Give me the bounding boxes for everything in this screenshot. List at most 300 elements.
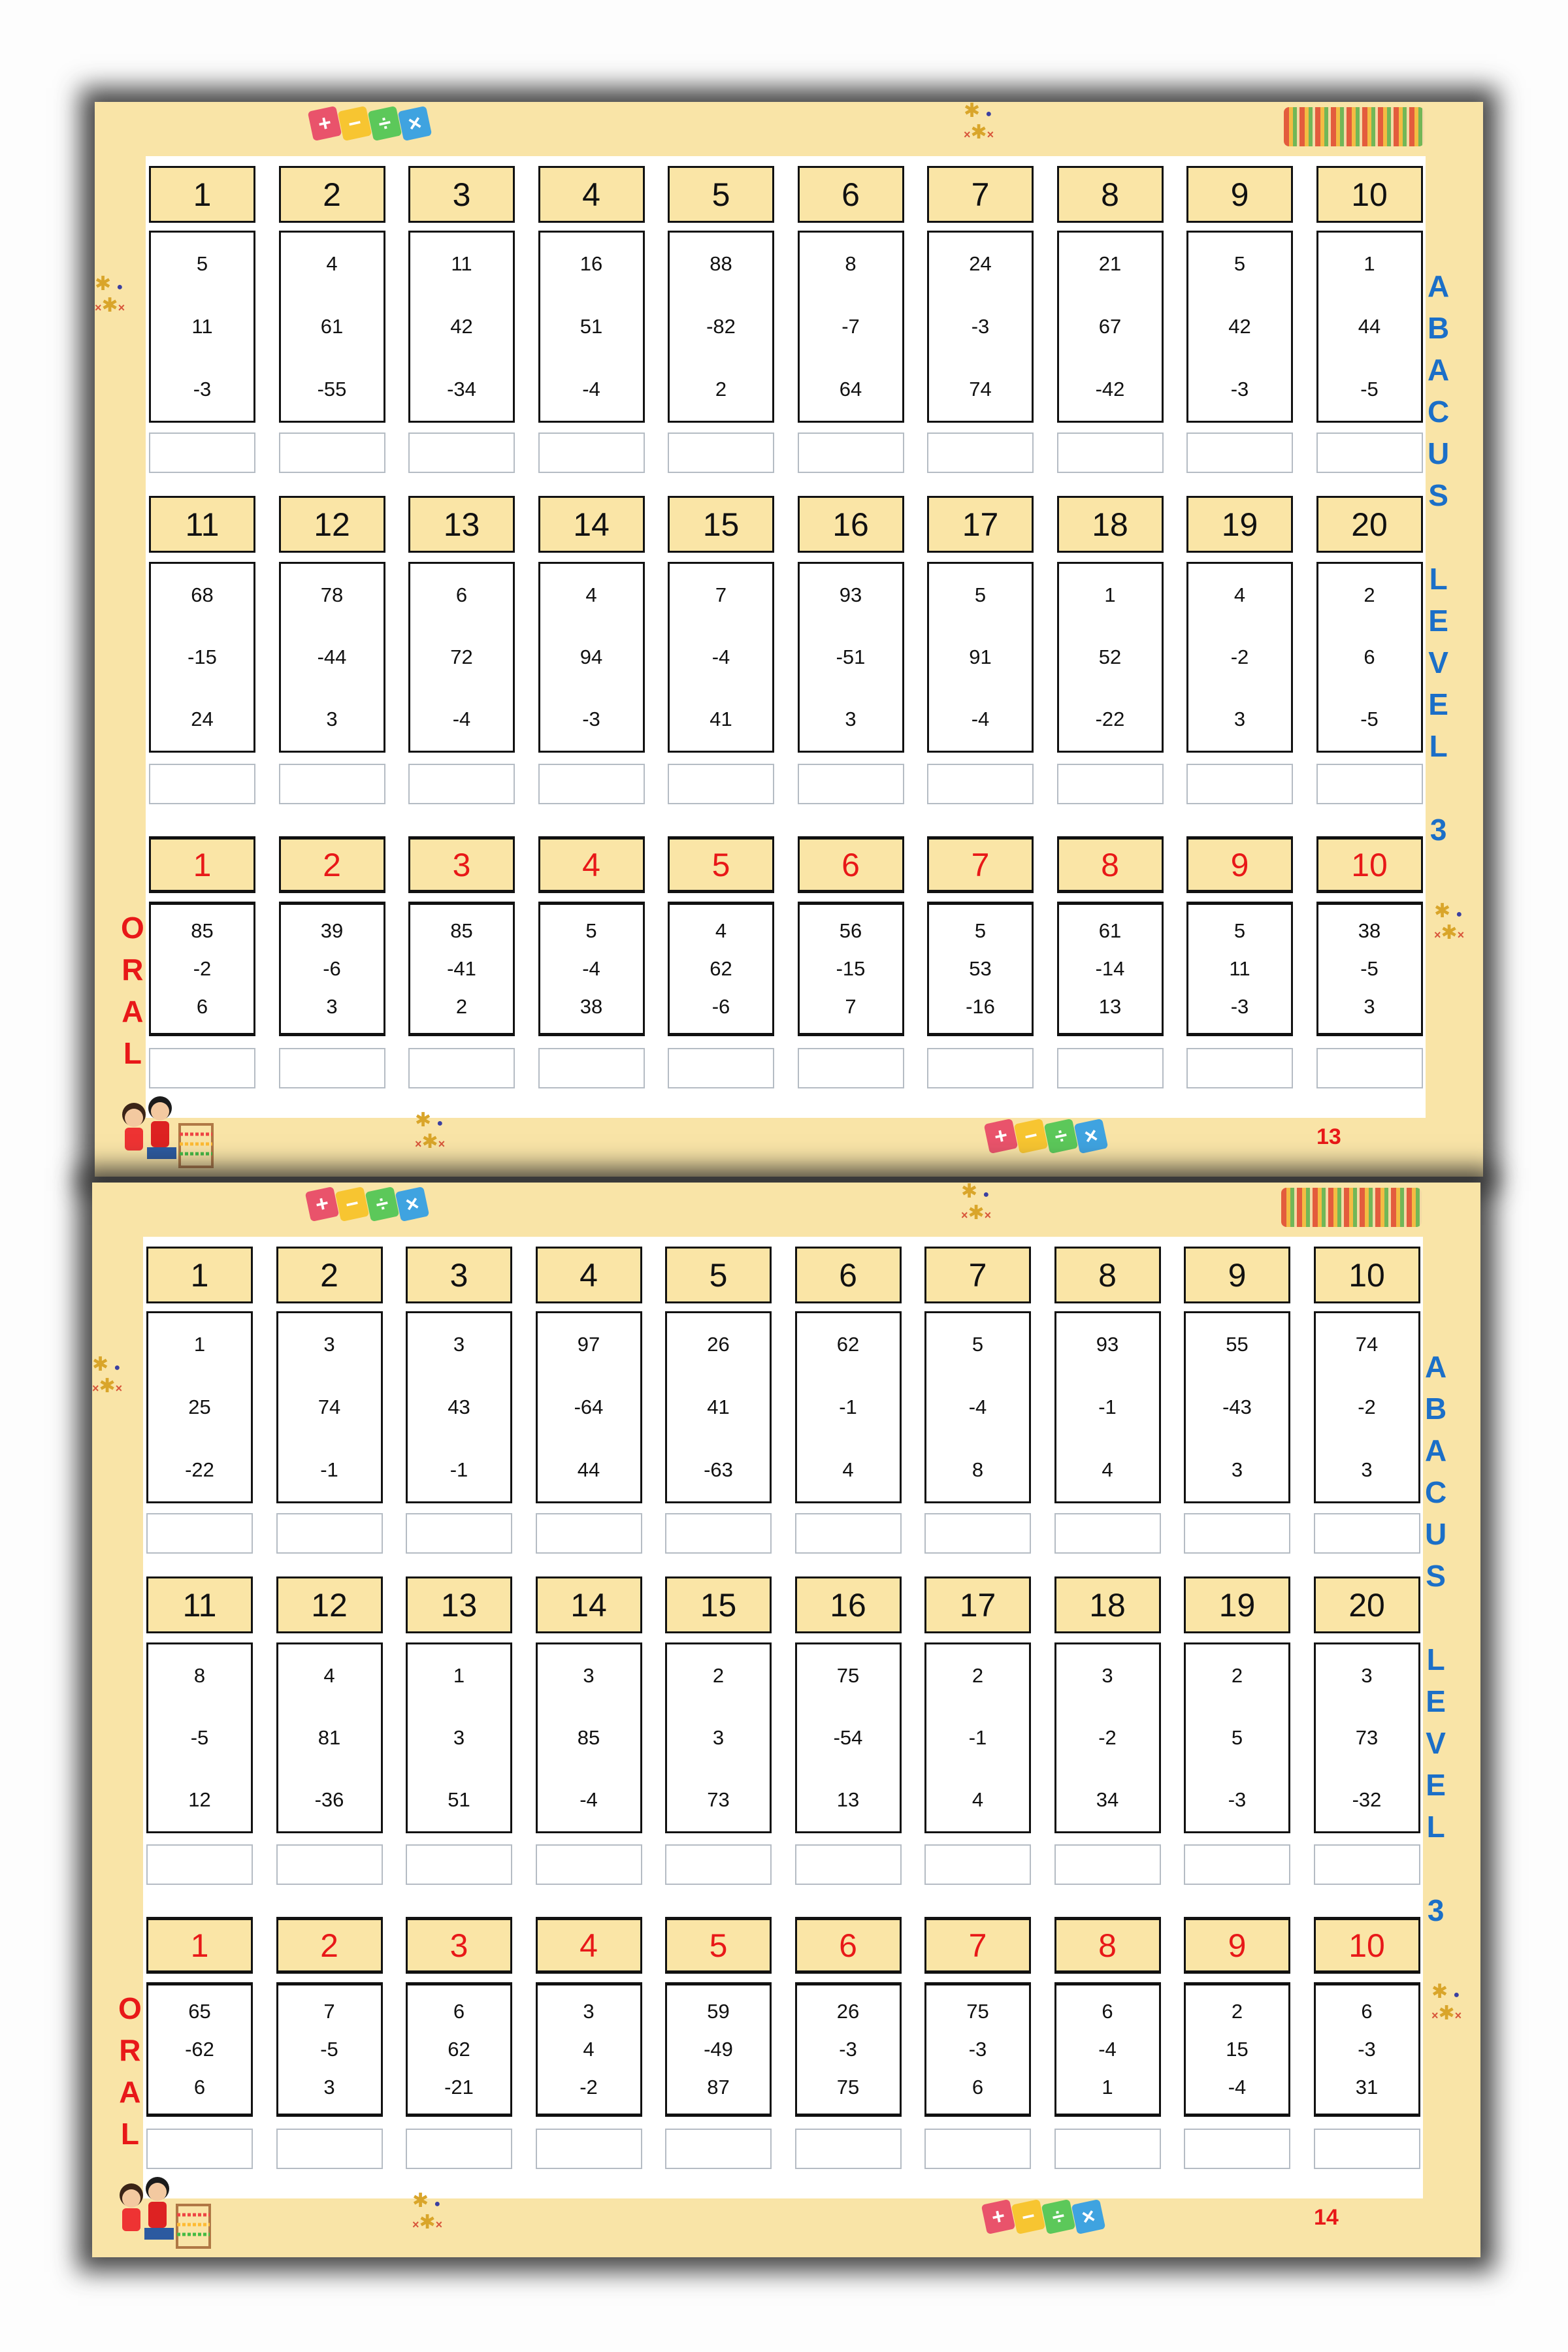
oral-value: 4	[715, 919, 727, 942]
operator-icon: −	[338, 106, 372, 141]
page-number: 13	[1316, 1124, 1341, 1149]
operator-icon: ×	[1071, 2199, 1106, 2234]
oral-numbers-box	[149, 902, 255, 1036]
problem-value: 52	[1098, 645, 1122, 668]
problem-numbers-box	[927, 562, 1034, 753]
oral-numbers-box	[538, 902, 645, 1036]
answer-box	[1186, 433, 1293, 473]
oral-value: -3	[1358, 2038, 1376, 2061]
problem-value: -36	[314, 1788, 344, 1812]
oral-problem-number: 3	[408, 836, 515, 893]
problem-value: -4	[452, 708, 471, 731]
operator-icon: ÷	[1044, 1119, 1079, 1154]
problem-value: 6	[455, 583, 468, 606]
problem-value: 16	[580, 252, 603, 275]
problem-numbers-box	[927, 231, 1034, 423]
oral-value: 5	[974, 919, 987, 942]
problem-value: 5	[196, 252, 208, 275]
oral-value: 3	[1364, 995, 1375, 1018]
oral-value: 56	[839, 919, 862, 942]
oral-problem-number: 2	[276, 1917, 383, 1974]
problem-numbers-box	[538, 562, 645, 753]
oral-value: 7	[323, 2000, 335, 2023]
oral-problem-number: 5	[665, 1917, 772, 1974]
problem-numbers-box	[795, 1642, 902, 1833]
side-letter: 3	[1429, 813, 1447, 847]
problem-value: 4	[326, 252, 338, 275]
problem-number: 16	[798, 496, 904, 553]
operator-icon: ×	[1074, 1119, 1109, 1154]
oral-answer-box	[279, 1048, 385, 1088]
answer-box	[146, 1513, 253, 1554]
problem-value: 12	[188, 1788, 211, 1812]
problem-value: 67	[1098, 315, 1122, 338]
answer-box	[924, 1513, 1031, 1554]
problem-value: 41	[710, 708, 732, 731]
problem-value: 3	[453, 1725, 465, 1749]
oral-numbers-box	[924, 1982, 1031, 2117]
sparkle-icon: ✱ ● ×✱×	[415, 1109, 446, 1152]
problem-numbers-box	[1054, 1642, 1161, 1833]
problem-number: 12	[276, 1576, 383, 1633]
problem-value: -43	[1222, 1396, 1252, 1418]
problem-value: -1	[839, 1396, 857, 1418]
problem-number: 13	[406, 1576, 512, 1633]
oral-letter: O	[121, 911, 144, 945]
problem-number: 18	[1057, 496, 1164, 553]
answer-box	[798, 764, 904, 804]
answer-box	[1054, 1844, 1161, 1885]
problem-number: 17	[927, 496, 1034, 553]
oral-answer-box	[668, 1048, 774, 1088]
problem-value: -5	[1360, 708, 1379, 731]
kids-with-abacus-icon	[108, 1092, 219, 1170]
problem-value: 74	[318, 1396, 341, 1418]
oral-value: 6	[193, 2076, 206, 2099]
answer-box	[1184, 1513, 1290, 1554]
problem-value: -3	[1230, 378, 1249, 400]
oral-numbers-box	[276, 1982, 383, 2117]
oral-value: 31	[1355, 2076, 1379, 2099]
problem-numbers-box	[798, 562, 904, 753]
problem-number: 15	[668, 496, 774, 553]
problem-value: 24	[191, 708, 214, 731]
answer-box	[1057, 764, 1164, 804]
problem-value: 6	[1364, 645, 1375, 668]
oral-value: -6	[711, 995, 730, 1018]
problem-value: 1	[193, 1333, 206, 1356]
answer-box	[1186, 764, 1293, 804]
oral-answer-box	[1314, 2129, 1420, 2169]
problem-value: -22	[1095, 708, 1125, 731]
problem-value: -5	[1360, 378, 1379, 400]
answer-box	[408, 764, 515, 804]
answer-box	[1184, 1844, 1290, 1885]
problem-numbers-box	[924, 1311, 1031, 1503]
oral-value: -4	[582, 957, 600, 980]
problem-value: 2	[712, 1663, 725, 1687]
oral-numbers-box	[795, 1982, 902, 2117]
math-operators-icon-bottom	[987, 1121, 1105, 1151]
oral-problem-number: 2	[279, 836, 385, 893]
oral-answer-box	[1186, 1048, 1293, 1088]
operator-icon: +	[984, 1119, 1019, 1154]
problem-value: -42	[1095, 378, 1125, 400]
problem-numbers-box	[1186, 562, 1293, 753]
oral-numbers-box	[1314, 1982, 1420, 2117]
oral-value: -15	[836, 957, 866, 980]
oral-numbers-box	[1057, 902, 1164, 1036]
problem-value: 7	[715, 583, 727, 606]
problem-value: 3	[1231, 1458, 1243, 1481]
operator-icon: +	[308, 106, 342, 141]
abacus-level-label	[1428, 265, 1449, 851]
problem-value: 74	[1355, 1333, 1379, 1356]
problem-number: 12	[279, 496, 385, 553]
sparkle-icon: ✱ ● ×✱×	[412, 2190, 443, 2233]
oral-problem-number: 7	[924, 1917, 1031, 1974]
math-operators-icon-top	[308, 1189, 427, 1219]
oral-problem-number: 9	[1186, 836, 1293, 893]
side-letter: C	[1425, 1475, 1447, 1509]
problem-value: 1	[1104, 583, 1116, 606]
problem-value: 51	[580, 315, 603, 338]
answer-box	[538, 764, 645, 804]
oral-value: 85	[191, 919, 214, 942]
problem-number: 5	[665, 1247, 772, 1303]
oral-numbers-box	[798, 902, 904, 1036]
oral-value: 15	[1226, 2038, 1249, 2061]
oral-value: 53	[969, 957, 992, 980]
problem-number: 8	[1057, 166, 1164, 223]
oral-problem-number: 9	[1184, 1917, 1290, 1974]
answer-box	[668, 433, 774, 473]
side-letter: U	[1428, 436, 1450, 470]
oral-value: -2	[580, 2076, 598, 2099]
answer-box	[1314, 1844, 1420, 1885]
problem-numbers-box	[1057, 562, 1164, 753]
oral-problem-number: 5	[668, 836, 774, 893]
oral-value: -49	[704, 2038, 733, 2061]
problem-value: 1	[1364, 252, 1375, 275]
problem-number: 4	[538, 166, 645, 223]
side-letter: S	[1426, 1559, 1446, 1593]
problem-number: 17	[924, 1576, 1031, 1633]
worksheet-area	[143, 1237, 1423, 2198]
problem-number: 1	[146, 1247, 253, 1303]
oral-value: -62	[185, 2038, 214, 2061]
oral-numbers-box	[1054, 1982, 1161, 2117]
problem-numbers-box	[668, 231, 774, 423]
problem-value: 25	[188, 1396, 211, 1418]
problem-number: 9	[1184, 1247, 1290, 1303]
oral-numbers-box	[1186, 902, 1293, 1036]
operator-icon: +	[305, 1186, 340, 1222]
oral-value: -6	[323, 957, 341, 980]
problem-numbers-box	[795, 1311, 902, 1503]
answer-box	[276, 1513, 383, 1554]
problem-number: 8	[1054, 1247, 1161, 1303]
problem-value: 74	[969, 378, 992, 400]
oral-answer-box	[795, 2129, 902, 2169]
answer-box	[1054, 1513, 1161, 1554]
problem-value: 93	[1096, 1333, 1119, 1356]
problem-value: 3	[1361, 1458, 1373, 1481]
answer-box	[927, 764, 1034, 804]
problem-numbers-box	[408, 231, 515, 423]
operator-icon: ×	[395, 1186, 430, 1222]
answer-box	[798, 433, 904, 473]
problem-value: 4	[842, 1458, 854, 1481]
oral-letter: A	[122, 994, 144, 1028]
side-letter: E	[1426, 1684, 1446, 1718]
operator-icon: −	[335, 1186, 370, 1222]
answer-box	[538, 433, 645, 473]
oral-letter: L	[123, 1036, 142, 1070]
problem-value: 13	[836, 1788, 860, 1812]
sparkle-icon: ✱ ● ×✱×	[964, 100, 994, 143]
problem-number: 16	[795, 1576, 902, 1633]
oral-value: -5	[1360, 957, 1379, 980]
side-letter: A	[1425, 1433, 1447, 1467]
answer-box	[279, 433, 385, 473]
problem-value: 3	[712, 1725, 725, 1749]
oral-problem-number: 4	[536, 1917, 642, 1974]
answer-box	[536, 1513, 642, 1554]
problem-value: -4	[971, 708, 990, 731]
abacus-icon	[1284, 107, 1424, 146]
operator-icon: ÷	[1041, 2199, 1076, 2234]
problem-number: 14	[536, 1576, 642, 1633]
problem-value: -1	[968, 1725, 987, 1749]
problem-value: -4	[580, 1788, 598, 1812]
problem-number: 11	[146, 1576, 253, 1633]
oral-answer-box	[1184, 2129, 1290, 2169]
oral-value: 38	[580, 995, 603, 1018]
problem-value: -3	[1228, 1788, 1247, 1812]
oral-answer-box	[1057, 1048, 1164, 1088]
problem-value: 5	[974, 583, 987, 606]
problem-value: 26	[707, 1333, 730, 1356]
problem-number: 6	[795, 1247, 902, 1303]
side-letter: L	[1426, 1810, 1445, 1844]
problem-value: -4	[968, 1396, 987, 1418]
side-letter: V	[1428, 645, 1448, 679]
oral-problem-number: 6	[798, 836, 904, 893]
problem-numbers-box	[408, 562, 515, 753]
answer-box	[279, 764, 385, 804]
oral-answer-box	[146, 2129, 253, 2169]
problem-numbers-box	[665, 1642, 772, 1833]
answer-box	[927, 433, 1034, 473]
oral-value: 6	[972, 2076, 984, 2099]
problem-value: -3	[582, 708, 600, 731]
problem-number: 13	[408, 496, 515, 553]
operator-icon: −	[1011, 2199, 1046, 2234]
oral-value: 75	[836, 2076, 860, 2099]
problem-value: -64	[574, 1396, 604, 1418]
problem-value: -51	[836, 645, 866, 668]
math-operators-icon-bottom	[984, 2202, 1103, 2232]
oral-value: 11	[1229, 957, 1250, 980]
oral-problem-number: 8	[1054, 1917, 1161, 1974]
oral-value: 62	[448, 2038, 470, 2061]
oral-answer-box	[149, 1048, 255, 1088]
sparkle-icon: ✱ ● ×✱×	[92, 1354, 123, 1397]
answer-box	[146, 1844, 253, 1885]
oral-numbers-box	[668, 902, 774, 1036]
oral-value: 7	[845, 995, 857, 1018]
side-letter: B	[1428, 311, 1450, 345]
problem-numbers-box	[668, 562, 774, 753]
oral-value: 3	[583, 2000, 595, 2023]
problem-numbers-box	[1184, 1311, 1290, 1503]
oral-value: -4	[1098, 2038, 1117, 2061]
abacus-level-label	[1425, 1346, 1446, 1931]
problem-value: -4	[711, 645, 730, 668]
oral-value: 6	[453, 2000, 465, 2023]
problem-value: -3	[193, 378, 212, 400]
oral-value: 5	[585, 919, 597, 942]
answer-box	[1316, 764, 1423, 804]
sparkle-icon: ✱ ● ×✱×	[95, 273, 125, 316]
problem-value: 3	[323, 1333, 335, 1356]
worksheet-area	[146, 156, 1426, 1118]
oral-value: 2	[1231, 2000, 1243, 2023]
oral-value: -16	[966, 995, 995, 1018]
oral-numbers-box	[927, 902, 1034, 1036]
operator-icon: −	[1014, 1119, 1049, 1154]
oral-value: 6	[1361, 2000, 1373, 2023]
problem-value: 55	[1226, 1333, 1249, 1356]
problem-value: 43	[448, 1396, 470, 1418]
problem-numbers-box	[1184, 1642, 1290, 1833]
problem-value: -7	[841, 315, 860, 338]
problem-value: 62	[836, 1333, 860, 1356]
oral-answer-box	[927, 1048, 1034, 1088]
oral-numbers-box	[1184, 1982, 1290, 2117]
problem-number: 20	[1314, 1576, 1420, 1633]
problem-numbers-box	[149, 231, 255, 423]
math-operators-icon-top	[310, 108, 429, 139]
side-letter: U	[1425, 1517, 1447, 1551]
problem-value: 88	[710, 252, 732, 275]
oral-numbers-box	[665, 1982, 772, 2117]
problem-numbers-box	[146, 1311, 253, 1503]
answer-box	[536, 1844, 642, 1885]
problem-value: -3	[971, 315, 990, 338]
sparkle-icon: ✱ ● ×✱×	[961, 1181, 992, 1224]
oral-value: 3	[323, 2076, 335, 2099]
problem-value: 11	[451, 252, 472, 275]
problem-value: 81	[318, 1725, 341, 1749]
oral-problem-number: 4	[538, 836, 645, 893]
problem-value: 5	[972, 1333, 984, 1356]
oral-answer-box	[276, 2129, 383, 2169]
oral-numbers-box	[279, 902, 385, 1036]
problem-value: -5	[190, 1725, 209, 1749]
oral-answer-box	[536, 2129, 642, 2169]
problem-numbers-box	[536, 1311, 642, 1503]
problem-number: 2	[279, 166, 385, 223]
problem-value: 42	[1228, 315, 1251, 338]
answer-box	[665, 1513, 772, 1554]
oral-value: 5	[1233, 919, 1246, 942]
problem-number: 9	[1186, 166, 1293, 223]
answer-box	[149, 433, 255, 473]
problem-number: 3	[408, 166, 515, 223]
side-letter: E	[1428, 687, 1448, 721]
problem-value: 3	[583, 1663, 595, 1687]
problem-numbers-box	[1057, 231, 1164, 423]
worksheet-page-14	[92, 1183, 1480, 2257]
sparkle-icon: ✱ ● ×✱×	[1434, 900, 1465, 943]
side-letter: L	[1429, 729, 1448, 763]
problem-value: 8	[193, 1663, 206, 1687]
problem-value: -34	[447, 378, 476, 400]
problem-number: 19	[1186, 496, 1293, 553]
problem-number: 3	[406, 1247, 512, 1303]
problem-value: 24	[969, 252, 992, 275]
problem-value: 4	[323, 1663, 335, 1687]
problem-numbers-box	[1316, 562, 1423, 753]
problem-value: 2	[1364, 583, 1375, 606]
page-number: 14	[1314, 2205, 1339, 2230]
problem-numbers-box	[536, 1642, 642, 1833]
problem-value: 75	[836, 1663, 860, 1687]
problem-value: 42	[450, 315, 473, 338]
oral-value: 26	[836, 2000, 860, 2023]
answer-box	[1314, 1513, 1420, 1554]
problem-value: 2	[715, 378, 727, 400]
problem-value: 1	[453, 1663, 465, 1687]
abacus-icon	[1281, 1188, 1422, 1227]
side-letter: L	[1426, 1642, 1445, 1676]
oral-value: 6	[1102, 2000, 1113, 2023]
problem-value: -1	[320, 1458, 338, 1481]
oral-answer-box	[538, 1048, 645, 1088]
answer-box	[1057, 433, 1164, 473]
problem-numbers-box	[149, 562, 255, 753]
problem-value: 97	[577, 1333, 600, 1356]
worksheet-page-13	[95, 102, 1483, 1177]
oral-value: 3	[326, 995, 338, 1018]
answer-box	[795, 1844, 902, 1885]
oral-value: 13	[1098, 995, 1122, 1018]
answer-box	[668, 764, 774, 804]
problem-number: 18	[1054, 1576, 1161, 1633]
problem-value: 2	[1231, 1663, 1243, 1687]
problem-value: 73	[707, 1788, 730, 1812]
answer-box	[276, 1844, 383, 1885]
oral-answer-box	[1316, 1048, 1423, 1088]
operator-icon: ÷	[368, 106, 402, 141]
answer-box	[408, 433, 515, 473]
problem-value: 93	[839, 583, 862, 606]
problem-numbers-box	[279, 231, 385, 423]
answer-box	[924, 1844, 1031, 1885]
problem-value: -2	[1230, 645, 1249, 668]
problem-numbers-box	[665, 1311, 772, 1503]
problem-value: -2	[1098, 1725, 1117, 1749]
problem-value: 72	[450, 645, 473, 668]
problem-value: 91	[969, 645, 992, 668]
side-letter: E	[1428, 604, 1448, 638]
oral-value: 65	[188, 2000, 211, 2023]
problem-numbers-box	[1054, 1311, 1161, 1503]
problem-number: 11	[149, 496, 255, 553]
problem-value: 3	[1361, 1663, 1373, 1687]
